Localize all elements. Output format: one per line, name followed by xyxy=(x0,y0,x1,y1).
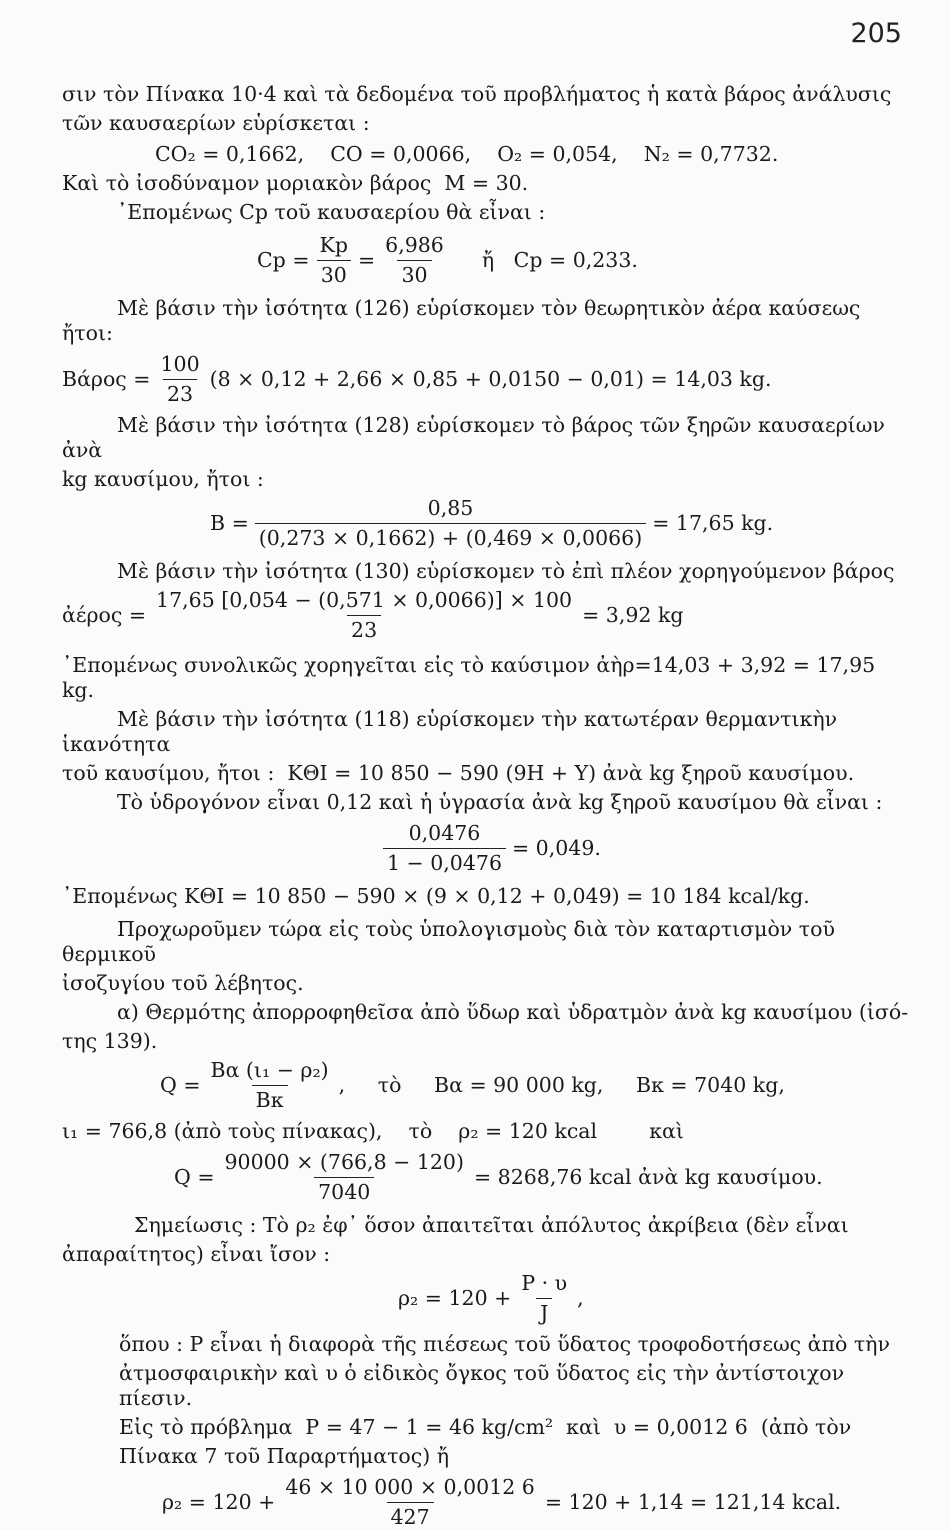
eq-tail: ἤ Cp = 0,233. xyxy=(481,248,638,272)
text-line: Καὶ τὸ ἰσοδύναμον μοριακὸν βάρος M = 30. xyxy=(62,171,529,195)
text-line: Μὲ βάσιν τὴν ἰσότητα (128) εὑρίσκομεν τὸ βάρος τῶν ξηρῶν καυσαερίων ἀνὰ xyxy=(62,413,885,462)
eq-lhs: Q = xyxy=(174,1165,215,1189)
eq-tail: (8 × 0,12 + 2,66 × 0,85 + 0,0150 − 0,01) = 14,03 kg. xyxy=(209,367,772,391)
eq-tail: , xyxy=(577,1286,584,1310)
text-line: Εἰς τὸ πρόβλημα P = 47 − 1 = 46 kg/cm² καὶ υ = 0,0012 6 (ἀπὸ τὸν xyxy=(119,1415,852,1439)
eq-operator: = xyxy=(357,248,376,272)
eq-tail: = 0,049. xyxy=(511,836,601,860)
fraction xyxy=(221,1150,468,1205)
eq-lhs: B = xyxy=(210,511,249,535)
numerator: 0,0476 xyxy=(408,821,481,845)
text-line: ι₁ = 766,8 (ἀπὸ τοὺς πίνακας), τὸ ρ₂ = 120 kcal καὶ xyxy=(62,1119,684,1143)
rho-value-equation xyxy=(62,1475,912,1530)
numerator: 46 × 10 000 × 0,0012 6 xyxy=(285,1475,535,1499)
denominator: 427 xyxy=(387,1502,434,1530)
text-line: Μὲ βάσιν τὴν ἰσότητα (126) εὑρίσκομεν τὸν θεωρητικὸν ἀέρα καύσεως ἤτοι: xyxy=(62,296,861,345)
denominator: (0,273 × 0,1662) + (0,469 × 0,0066) xyxy=(255,523,646,551)
text-line: σιν τὸν Πίνακα 10·4 καὶ τὰ δεδομένα τοῦ προβλήματος ἡ κατὰ βάρος ἀνάλυσις xyxy=(62,82,892,106)
eq-lhs: Q = xyxy=(160,1073,201,1097)
text-line: kg καυσίμου, ἤτοι : xyxy=(62,467,264,491)
excess-air-equation xyxy=(62,588,912,643)
numerator: 6,986 xyxy=(385,233,444,257)
fraction xyxy=(152,588,576,643)
fraction xyxy=(281,1475,539,1530)
eq-tail: = 17,65 kg. xyxy=(652,511,774,535)
numerator: 17,65 [0,054 − (0,571 × 0,0066)] × 100 xyxy=(156,588,573,612)
text-line: ᾿Επομένως ΚΘΙ = 10 850 − 590 × (9 × 0,12 + 0,049) = 10 184 kcal/kg. xyxy=(62,884,810,908)
fraction xyxy=(255,496,646,551)
numerator: Bα (ι₁ − ρ₂) xyxy=(210,1058,329,1082)
eq-tail: = 3,92 kg xyxy=(582,603,684,627)
page-number: 205 xyxy=(850,18,902,49)
eq-lhs: ρ₂ = 120 + xyxy=(398,1286,512,1310)
text-line: ἀτμοσφαιρικὴν καὶ υ ὁ εἰδικὸς ὄγκος τοῦ ὕδατος εἰς τὴν ἀντίστοιχον πίεσιν. xyxy=(119,1361,845,1410)
heat-formula-equation xyxy=(62,1058,912,1113)
heat-value-equation xyxy=(62,1150,912,1205)
eq-tail: = 8268,76 kcal ἀνὰ kg καυσίμου. xyxy=(473,1165,823,1189)
text-line: ἰσοζυγίου τοῦ λέβητος. xyxy=(62,971,304,995)
text-line: ἀπαραίτητος) εἶναι ἴσον : xyxy=(62,1242,331,1266)
flue-gas-equation xyxy=(62,496,912,551)
text-line: ὅπου : P εἶναι ἡ διαφορὰ τῆς πιέσεως τοῦ ὕδατος τροφοδοτήσεως ἀπὸ τὴν xyxy=(119,1332,890,1356)
text-line: Σημείωσις : Τὸ ρ₂ ἐφ᾿ ὅσον ἀπαιτεῖται ἀπόλυτος ἀκρίβεια (δὲν εἶναι xyxy=(134,1213,849,1237)
numerator: Kp xyxy=(319,233,348,257)
text-line: Μὲ βάσιν τὴν ἰσότητα (118) εὑρίσκομεν τὴν κατωτέραν θερμαντικὴν ἱκανότητα xyxy=(62,707,838,756)
text-line: τῶν καυσαερίων εὑρίσκεται : xyxy=(62,111,370,135)
moisture-equation xyxy=(62,821,912,876)
cp-equation xyxy=(62,233,912,288)
fraction xyxy=(316,233,352,288)
denominator: 23 xyxy=(163,379,197,407)
denominator: 23 xyxy=(347,615,381,643)
eq-lhs: Cp = xyxy=(257,248,310,272)
text-line: ᾿Επομένως συνολικῶς χορηγεῖται εἰς τὸ καύσιμον ἀὴρ=14,03 + 3,92 = 17,95 kg. xyxy=(62,653,876,702)
eq-lhs: ἀέρος = xyxy=(62,603,147,627)
text-line: τοῦ καυσίμου, ἤτοι : ΚΘΙ = 10 850 − 590 (9H + Υ) ἀνὰ kg ξηροῦ καυσίμου. xyxy=(62,761,855,785)
denominator: 7040 xyxy=(314,1177,374,1205)
eq-lhs: Βάρος = xyxy=(62,367,151,391)
denominator: Bκ xyxy=(252,1085,288,1113)
fraction xyxy=(383,821,506,876)
fraction xyxy=(517,1271,571,1326)
text-line: Τὸ ὑδρογόνον εἶναι 0,12 καὶ ἡ ὑγρασία ἀνὰ kg ξηροῦ καυσίμου θὰ εἶναι : xyxy=(117,790,883,814)
numerator: 100 xyxy=(160,352,200,376)
composition-equation: CO₂ = 0,1662, CO = 0,0066, O₂ = 0,054, N₂ = 0,7732. xyxy=(155,142,779,166)
eq-tail: , τὸ Bα = 90 000 kg, Bκ = 7040 kg, xyxy=(338,1073,785,1097)
page-body xyxy=(62,82,912,1530)
denominator: 30 xyxy=(397,260,431,288)
text-line: α) Θερμότης ἀπορροφηθεῖσα ἀπὸ ὕδωρ καὶ ὑδρατμὸν ἀνὰ kg καυσίμου (ἰσό- xyxy=(117,1000,909,1024)
air-weight-equation xyxy=(62,352,912,407)
text-line: Μὲ βάσιν τὴν ἰσότητα (130) εὑρίσκομεν τὸ ἐπὶ πλέον χορηγούμενον βάρος xyxy=(117,559,895,583)
eq-lhs: ρ₂ = 120 + xyxy=(162,1490,276,1514)
fraction xyxy=(381,233,448,288)
fraction xyxy=(207,1058,333,1113)
denominator: 30 xyxy=(317,260,351,288)
text-line: Προχωροῦμεν τώρα εἰς τοὺς ὑπολογισμοὺς διὰ τὸν καταρτισμὸν τοῦ θερμικοῦ xyxy=(62,917,835,966)
text-line: ᾿Επομένως Cp τοῦ καυσαερίου θὰ εἶναι : xyxy=(117,200,546,224)
fraction xyxy=(156,352,203,407)
numerator: 0,85 xyxy=(427,496,474,520)
denominator: J xyxy=(536,1298,552,1326)
numerator: 90000 × (766,8 − 120) xyxy=(224,1150,464,1174)
rho-formula-equation xyxy=(62,1271,912,1326)
denominator: 1 − 0,0476 xyxy=(383,848,506,876)
eq-tail: = 120 + 1,14 = 121,14 kcal. xyxy=(544,1490,842,1514)
numerator: P · υ xyxy=(521,1271,568,1295)
text-line: της 139). xyxy=(62,1029,158,1053)
text-line: Πίνακα 7 τοῦ Παραρτήματος) ἤ xyxy=(119,1444,450,1468)
